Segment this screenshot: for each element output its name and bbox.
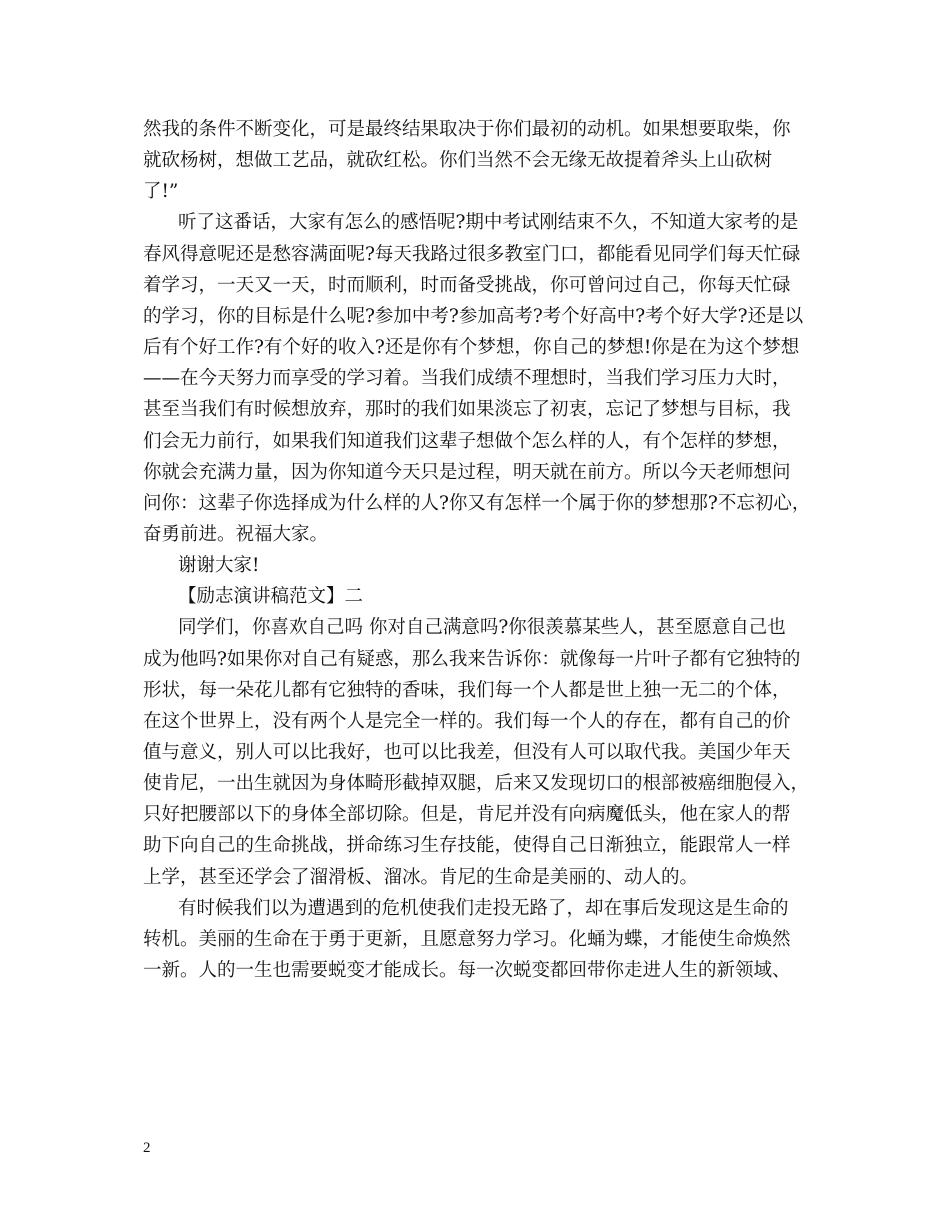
text-line: 助下向自己的生命挑战，拼命练习生存技能，使得自己日渐独立，能跟常人一样 bbox=[143, 835, 791, 857]
text-line: 在这个世界上，没有两个人是完全一样的。我们每一个人的存在，都有自己的价 bbox=[143, 710, 791, 732]
text-line: 的学习，你的目标是什么呢?参加中考?参加高考?考个好高中?考个好大学?还是以 bbox=[143, 305, 804, 327]
text-line: 你就会充满力量，因为你知道今天只是过程，明天就在前方。所以今天老师想问 bbox=[143, 461, 791, 483]
text-line: 转机。美丽的生命在于勇于更新，且愿意努力学习。化蛹为蝶，才能使生命焕然 bbox=[143, 928, 791, 950]
text-line: 了!” bbox=[143, 181, 179, 203]
text-line: 成为他吗?如果你对自己有疑惑，那么我来告诉你：就像每一片叶子都有它独特的 bbox=[143, 648, 801, 670]
text-line: ——在今天努力而享受的学习着。当我们成绩不理想时，当我们学习压力大时， bbox=[143, 368, 791, 390]
text-line: 听了这番话，大家有怎么的感悟呢?期中考试刚结束不久，不知道大家考的是 bbox=[178, 212, 799, 234]
text-line: 只好把腰部以下的身体全部切除。但是，肯尼并没有向病魔低头，他在家人的帮 bbox=[143, 804, 791, 826]
text-line: 问你：这辈子你选择成为什么样的人?你又有怎样一个属于你的梦想那?不忘初心， bbox=[143, 492, 811, 514]
text-line: 然我的条件不断变化，可是最终结果取决于你们最初的动机。如果想要取柴，你 bbox=[143, 119, 791, 140]
page-number: 2 bbox=[143, 1140, 151, 1156]
text-line: 同学们，你喜欢自己吗 你对自己满意吗?你很羡慕某些人，甚至愿意自己也 bbox=[178, 617, 786, 639]
text-line: 使肯尼，一出生就因为身体畸形截掉双腿，后来又发现切口的根部被癌细胞侵入， bbox=[143, 773, 810, 795]
text-line: 一新。人的一生也需要蜕变才能成长。每一次蜕变都回带你走进人生的新领域、 bbox=[143, 960, 791, 982]
text-line: 上学，甚至还学会了溜滑板、溜冰。肯尼的生命是美丽的、动人的。 bbox=[143, 866, 699, 888]
text-line: 着学习，一天又一天，时而顺利，时而备受挑战，你可曾问过自己，你每天忙碌 bbox=[143, 274, 791, 296]
text-line: 形状，每一朵花儿都有它独特的香味，我们每一个人都是世上独一无二的个体， bbox=[143, 679, 791, 701]
text-line: 们会无力前行，如果我们知道我们这辈子想做个怎么样的人，有个怎样的梦想， bbox=[143, 430, 791, 452]
text-line: 谢谢大家! bbox=[178, 555, 260, 577]
text-line: 后有个好工作?有个好的收入?还是你有个梦想，你自己的梦想!你是在为这个梦想 bbox=[143, 337, 800, 359]
text-line: 奋勇前进。祝福大家。 bbox=[143, 523, 329, 545]
text-line: 值与意义，别人可以比我好，也可以比我差，但没有人可以取代我。美国少年天 bbox=[143, 742, 791, 763]
text-line: 春风得意呢还是愁容满面呢?每天我路过很多教室门口，都能看见同学们每天忙碌 bbox=[143, 243, 801, 265]
text-line: 【励志演讲稿范文】二 bbox=[178, 586, 364, 608]
text-line: 就砍杨树，想做工艺品，就砍红松。你们当然不会无缘无故提着斧头上山砍树 bbox=[143, 150, 773, 172]
text-line: 有时候我们以为遭遇到的危机使我们走投无路了，却在事后发现这是生命的 bbox=[178, 897, 789, 919]
text-line: 甚至当我们有时候想放弃，那时的我们如果淡忘了初衷，忘记了梦想与目标，我 bbox=[143, 399, 791, 421]
